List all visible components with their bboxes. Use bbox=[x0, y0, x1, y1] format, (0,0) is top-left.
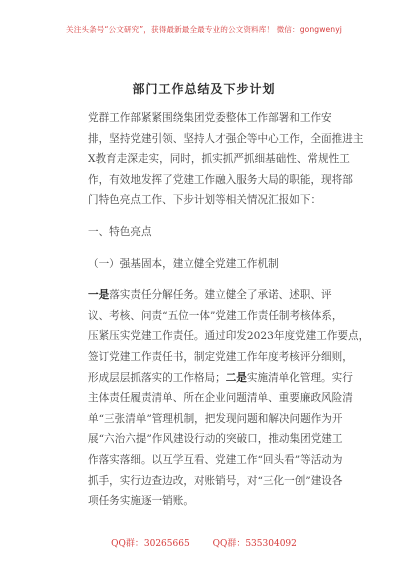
subsection-heading: （一）强基固本，建立健全党建工作机制 bbox=[88, 257, 279, 270]
body-line: 压紧压实党建工作责任。通过印发2023年度党建工作要点， bbox=[88, 330, 370, 343]
body-text: 实施清单化管理。实行 bbox=[246, 371, 353, 384]
body-text: 形成层层抓落实的工作格局； bbox=[88, 371, 226, 384]
body-line: 主体责任履责清单、所在企业问题清单、重要廉政风险清 bbox=[88, 392, 353, 405]
body-line: 抓手，实行边查边改，对账销号，对“三化一创”建设各 bbox=[88, 474, 343, 487]
emphasis-lead: 一是 bbox=[88, 289, 110, 302]
body-line: 作，有效地发挥了党建工作融入服务大局的职能，现将部 bbox=[88, 173, 353, 186]
body-line: 党群工作部紧紧围绕集团党委整体工作部署和工作安 bbox=[88, 112, 332, 124]
section-heading: 一、特色亮点 bbox=[88, 225, 152, 238]
document-body bbox=[88, 108, 370, 512]
page-title: 部门工作总结及下步计划 bbox=[132, 82, 276, 96]
body-line: 作落实落细。以互学互看、党建工作“回头看”等活动为 bbox=[88, 453, 343, 466]
body-line: 议、考核、问责“五位一体”党建工作责任制考核体系， bbox=[88, 309, 343, 322]
footer bbox=[0, 536, 408, 549]
body-line: 项任务实施逐一销账。 bbox=[88, 495, 194, 508]
body-text: 落实责任分解任务。建立健全了承诺、述职、评 bbox=[109, 289, 332, 302]
promo-header: 关注头条号“公文研究”，获得最新最全最专业的公文资料库！ 微信：gongwenyj bbox=[66, 25, 342, 34]
body-line: 排，坚持党建引领、坚持人才强企等中心工作，全面推进主 bbox=[88, 132, 364, 145]
body-line bbox=[88, 285, 332, 306]
qq-group-1: QQ群：30265665 bbox=[111, 539, 190, 549]
body-line: 单“三张清单”管理机制，把发现问题和解决问题作为开 bbox=[88, 412, 343, 425]
body-line: 门特色亮点工作、下步计划等相关情况汇报如下： bbox=[88, 194, 322, 207]
qq-group-2: QQ群：535304092 bbox=[212, 539, 297, 549]
body-line: 签订党建工作责任书，制定党建工作年度考核评分细则， bbox=[88, 350, 353, 363]
body-line: X教育走深走实，同时，抓实抓严抓细基础性、常规性工 bbox=[88, 153, 350, 166]
emphasis-lead: 二是 bbox=[225, 371, 247, 384]
body-line bbox=[88, 368, 353, 389]
body-line: 展“六治六提”作风建设行动的突破口，推动集团党建工 bbox=[88, 433, 343, 446]
